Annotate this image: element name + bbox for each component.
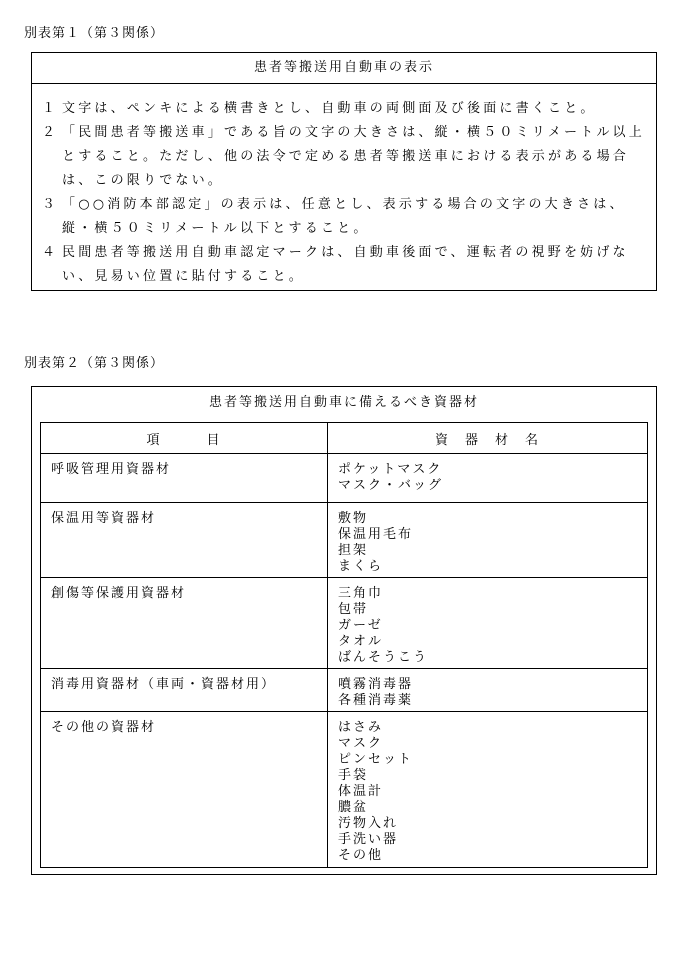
section1-heading: 別表第１（第３関係） <box>24 26 165 41</box>
category-cell: その他の資器材 <box>41 711 328 867</box>
material-item: 包帯 <box>338 601 369 617</box>
material-item: 三角巾 <box>338 585 384 601</box>
material-item: 担架 <box>338 543 369 559</box>
column-header-item: 項 目 <box>41 423 328 454</box>
rule-text: 「○○消防本部認定」の表示は、任意とし、表示する場合の文字の大きさは、縦・横５０ミリメートル以下とすること。 <box>62 197 626 236</box>
vehicle-display-title: 患者等搬送用自動車の表示 <box>32 53 656 84</box>
table-header-row <box>41 423 648 454</box>
material-item: マスク <box>338 735 384 751</box>
rule-text: 「民間患者等搬送車」である旨の文字の大きさは、縦・横５０ミリメートル以上とすること。ただし、他の法令で定める患者等搬送車における表示がある場合は、この限りでない。 <box>62 125 645 188</box>
material-item: 敷物 <box>338 511 369 527</box>
material-item: 膿盆 <box>338 799 369 815</box>
material-item: マスク・バッグ <box>338 478 444 493</box>
rule-text: 文字は、ペンキによる横書きとし、自動車の両側面及び後面に書くこと。 <box>62 101 597 116</box>
material-item: ピンセット <box>338 751 414 767</box>
table-row <box>41 503 648 578</box>
materials-cell <box>328 454 648 503</box>
material-item: 各種消毒薬 <box>338 692 414 708</box>
rule-number: ４ <box>42 245 56 260</box>
equipment-title: 患者等搬送用自動車に備えるべき資器材 <box>208 395 479 410</box>
rule-number: ２ <box>42 125 56 140</box>
material-item: ばんそうこう <box>338 649 429 665</box>
display-rule-item <box>42 241 648 289</box>
vehicle-display-box <box>31 52 657 291</box>
category-cell: 消毒用資器材（車両・資器材用） <box>41 668 328 711</box>
category-cell: 呼吸管理用資器材 <box>41 454 328 503</box>
display-rule-item <box>42 97 648 121</box>
materials-cell <box>328 577 648 668</box>
materials-cell <box>328 503 648 578</box>
material-item: 手洗い器 <box>338 831 399 847</box>
rule-text: 民間患者等搬送用自動車認定マークは、自動車後面で、運転者の視野を妨げない、見易い位置に貼付すること。 <box>62 245 629 284</box>
materials-cell <box>328 668 648 711</box>
column-header-material: 資 器 材 名 <box>328 423 648 454</box>
rule-number: １ <box>42 101 56 116</box>
table-row <box>41 577 648 668</box>
materials-cell <box>328 711 648 867</box>
material-item: 体温計 <box>338 783 384 799</box>
material-item: 汚物入れ <box>338 815 399 831</box>
category-cell: 保温用等資器材 <box>41 503 328 578</box>
display-rule-item <box>42 121 648 193</box>
material-item: 手袋 <box>338 767 369 783</box>
equipment-table <box>40 422 648 868</box>
material-item: ガーゼ <box>338 617 383 633</box>
section2-heading: 別表第２（第３関係） <box>24 356 165 371</box>
material-item: ポケットマスク <box>338 462 443 477</box>
table-row <box>41 711 648 867</box>
equipment-box <box>31 386 657 875</box>
display-rule-item <box>42 193 648 241</box>
material-item: 噴霧消毒器 <box>338 676 414 692</box>
category-cell: 創傷等保護用資器材 <box>41 577 328 668</box>
table-row <box>41 454 648 503</box>
material-item: その他 <box>338 847 384 863</box>
material-item: まくら <box>338 559 384 575</box>
table-row <box>41 668 648 711</box>
material-item: はさみ <box>338 719 384 735</box>
display-rules-list <box>32 84 656 289</box>
material-item: タオル <box>338 633 384 649</box>
rule-number: ３ <box>42 197 56 212</box>
material-item: 保温用毛布 <box>338 527 414 543</box>
